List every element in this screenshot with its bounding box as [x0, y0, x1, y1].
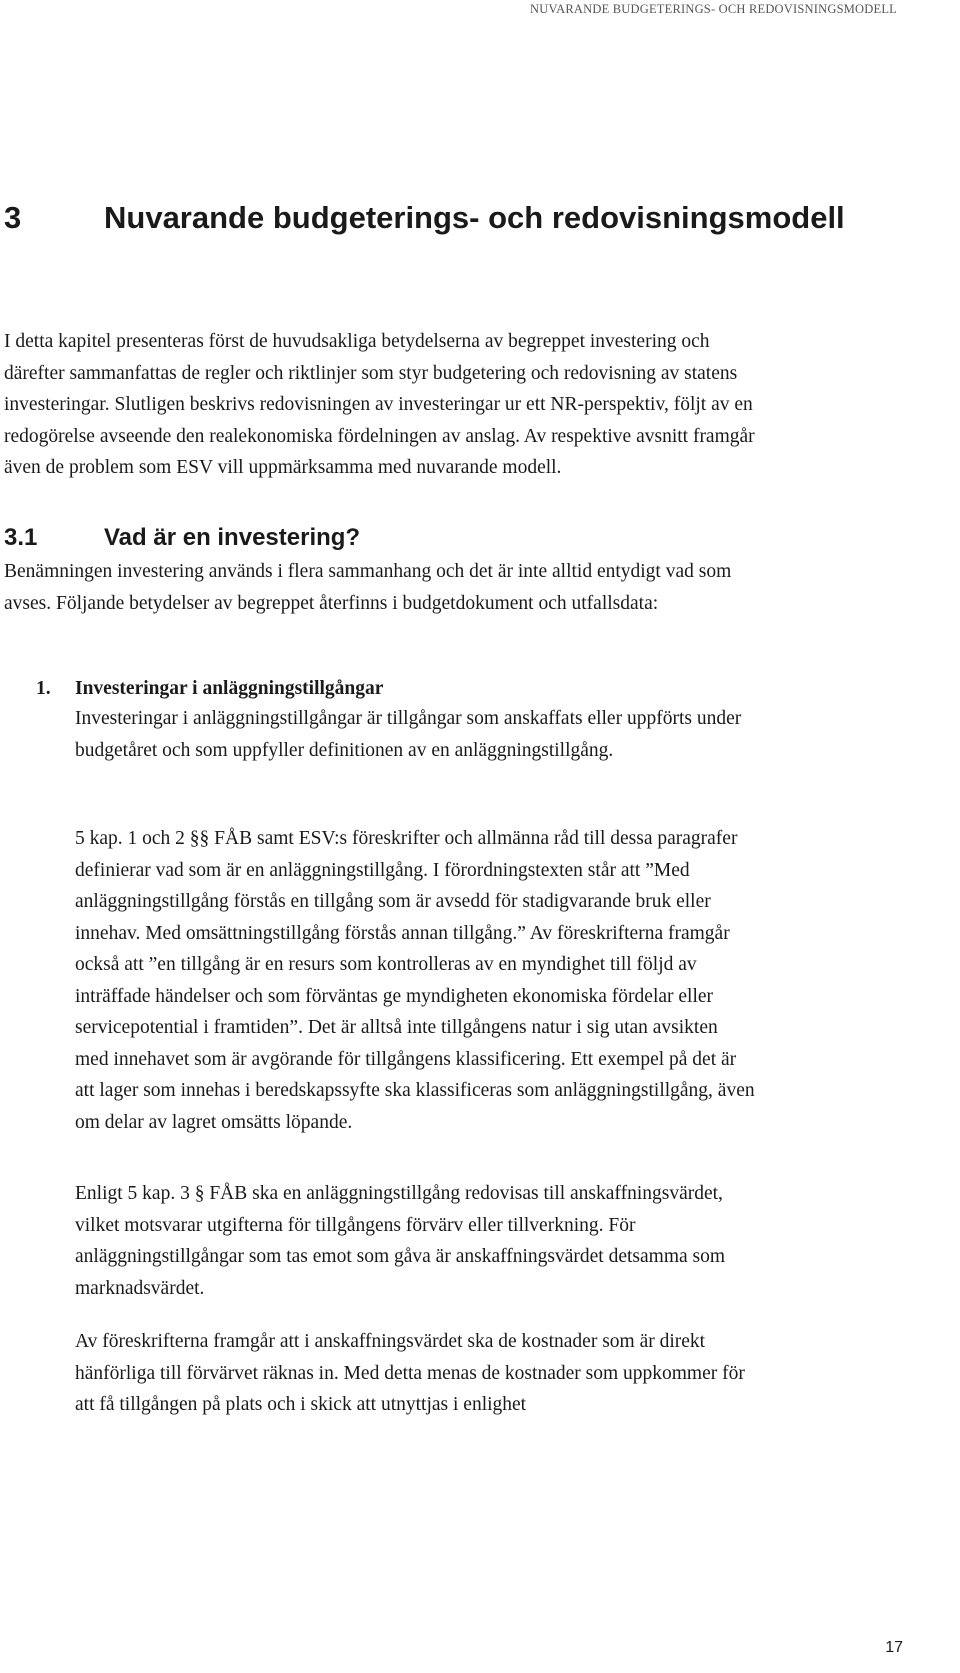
acquisition-cost-paragraph: Av föreskrifterna framgår att i anskaffningsvärdet ska de kostnader som är direkt hänförliga till förvärvet räknas in. Med detta menas de kostnader som uppkommer för att få tillgången på plats och i skick att utnyttjas i enlighet — [75, 1331, 745, 1415]
list-marker: 1. — [36, 678, 51, 699]
valuation-paragraph: Enligt 5 kap. 3 § FÅB ska en anläggningstillgång redovisas till anskaffningsvärdet, vilket motsvarar utgifterna för tillgångens förvärv eller tillverkning. För anläggningstillgångar som tas emot som gåva är anskaffningsvärdet detsamma som marknadsvärdet. — [75, 1183, 726, 1299]
list-item-title: Investeringar i anläggningstillgångar — [75, 678, 384, 699]
chapter-title: Nuvarande budgeterings- och redovisningsmodell — [104, 200, 845, 235]
regulation-paragraph: 5 kap. 1 och 2 §§ FÅB samt ESV:s föreskrifter och allmänna råd till dessa paragrafer definierar vad som är en anläggningstillgång. I förordningstexten står att ”Med anläggningstillgång förstås en tillgång som är avsedd för stadigvarande bruk eller innehav. Med omsättningstillgång förstås annan tillgång.” Av föreskrifterna framgår också att ”en tillgång är en resurs som kontrolleras av en myndighet till följd av inträffade händelser och som förväntas ge myndigheten ekonomiska fördelar eller servicepotential i framtiden”. Det är alltså inte tillgångens natur i sig utan avsikten med innehavet som är avgörande för tillgångens klassificering. Ett exempel på det är att lager som innehas i beredskapssyfte ska klassificeras som anläggningstillgång, även om delar av lagret omsätts löpande. — [75, 828, 755, 1133]
chapter-number: 3 — [4, 200, 22, 235]
page-number: 17 — [885, 1639, 903, 1656]
running-header: NUVARANDE BUDGETERINGS- OCH REDOVISNINGSMODELL — [530, 2, 897, 16]
definition-paragraph: Investeringar i anläggningstillgångar är tillgångar som anskaffats eller uppförts under budgetåret och som uppfyller definitionen av en anläggningstillgång. — [75, 708, 742, 761]
intro-paragraph: I detta kapitel presenteras först de huvudsakliga betydelserna av begreppet investering och därefter sammanfattas de regler och riktlinjer som styr budgetering och redovisning av statens investeringar. Slutligen beskrivs redovisningen av investeringar ur ett NR-perspektiv, följt av en redogörelse avseende den realekonomiska fördelningen av anslag. Av respektive avsnitt framgår även de problem som ESV vill uppmärksamma med nuvarande modell. — [4, 331, 755, 478]
section-number: 3.1 — [4, 524, 38, 551]
section-title: Vad är en investering? — [104, 524, 361, 551]
section-paragraph: Benämningen investering används i flera sammanhang och det är inte alltid entydigt vad som avses. Följande betydelser av begreppet återfinns i budgetdokument och utfallsdata: — [4, 561, 732, 614]
